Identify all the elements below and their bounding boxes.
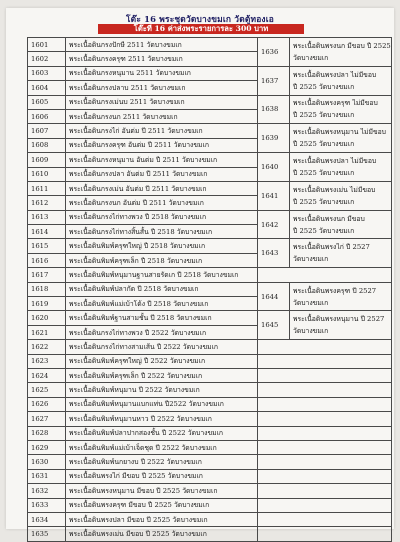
item-description: พระเนื้อดินกรงเม่นบ 2511 วัดบางขมเก [66,95,258,109]
item-description: พระเนื้อดินกรงนก 2511 วัดบางขมเก [66,109,258,123]
empty-cell [258,426,392,440]
item-number: 1616 [28,253,66,267]
right-item-description [290,311,392,340]
table-row [28,368,392,382]
table-row [28,210,392,224]
item-description: พระเนื้อดินพิมพ์หนุมาน ปี 2522 วัดบางขมเก [66,383,258,397]
right-item-description-line: ปี 2525 วัดบางขมเก [293,226,355,235]
table-row [28,484,392,498]
item-description: พระเนื้อดินพิมพ์หนุมานหาว ปี 2522 วัดบางขมเก [66,412,258,426]
right-item-description-line: วัดบางขมเก [293,255,329,264]
item-description: พระเนื้อดินกรงไก่ทางสามเส้น ปี 2522 วัดบางขมเก [66,340,258,354]
right-item-description-line: พระเนื้อดินพรงหนุมาน ปี 2527 [293,315,385,324]
item-number: 1632 [28,484,66,498]
right-item-description-line: ปี 2525 วัดบางขมเก [293,169,355,178]
item-description: พระเนื้อดินพิมพ์ครุฑเล็ก ปี 2518 วัดบางขมเก [66,253,258,267]
item-number: 1603 [28,66,66,80]
right-item-number: 1645 [258,311,290,340]
right-item-description [290,210,392,239]
item-description: พระเนื้อดินพิมพ์ครุฑเล็ก ปี 2522 วัดบางขมเก [66,368,258,382]
item-number: 1619 [28,297,66,311]
table-row [28,311,392,325]
item-description: พระเนื้อดินพิมพ์ปลากัด ปี 2518 วัดบางขมเก [66,282,258,296]
empty-cell [258,383,392,397]
item-description: พระเนื้อดินพิมพ์หนุมานฐานสายรัดเก ปี 2518 วัดบางขมเก [66,268,258,282]
item-number: 1620 [28,311,66,325]
item-description: พระเนื้อดินกรงไก่ทางพวง ปี 2518 วัดบางขมเก [66,210,258,224]
table-row [28,153,392,167]
item-number: 1612 [28,196,66,210]
item-number: 1623 [28,354,66,368]
item-number: 1602 [28,52,66,66]
item-description: พระเนื้อดินกรงปักษี 2511 วัดบางขมเก [66,38,258,52]
item-number: 1611 [28,181,66,195]
item-description: พระเนื้อดินพรงปลา มีขอบ ปี 2525 วัดบางขมเก [66,512,258,526]
right-item-description [290,66,392,95]
item-description: พระเนื้อดินกรงครุฑ อันต่ม ปี 2511 วัดบางขมเก [66,138,258,152]
empty-cell [258,412,392,426]
item-number: 1625 [28,383,66,397]
table-row [28,354,392,368]
table-row [28,239,392,253]
table-row [28,282,392,296]
item-description: พระเนื้อดินพิมพ์ครุฑใหญ่ ปี 2522 วัดบางขมเก [66,354,258,368]
item-number: 1601 [28,38,66,52]
item-description: พระเนื้อดินพิมพ์ปลาปากสองชั้น ปี 2522 วัดบางขมเก [66,426,258,440]
item-number: 1606 [28,109,66,123]
right-item-description-line: พระเนื้อดินพรงปลา ไม่มีขอบ [293,157,377,166]
table-row [28,181,392,195]
table-row [28,469,392,483]
item-number: 1624 [28,368,66,382]
item-number: 1621 [28,325,66,339]
right-item-number: 1638 [258,95,290,124]
right-item-description-line: พระเนื้อดินพรงครุฑ ปี 2527 [293,286,377,295]
table-row [28,498,392,512]
empty-cell [258,469,392,483]
empty-cell [258,397,392,411]
item-description: พระเนื้อดินกรงปลา อันต่ม ปี 2511 วัดบางขมเก [66,167,258,181]
empty-cell [258,368,392,382]
item-number: 1628 [28,426,66,440]
table-row [28,95,392,109]
item-description: พระเนื้อดินพรงไก่ มีขอบ ปี 2525 วัดบางขมเก [66,469,258,483]
item-number: 1630 [28,455,66,469]
document-page [6,8,394,538]
item-description: พระเนื้อดินพรงหนุมาน มีขอบ ปี 2525 วัดบางขมเก [66,484,258,498]
right-item-description [290,239,392,268]
table-row [28,455,392,469]
right-item-number: 1641 [258,181,290,210]
item-description: พระเนื้อดินพิมพ์นกยางบ ปี 2522 วัดบางขมเก [66,455,258,469]
right-item-number: 1640 [258,153,290,182]
item-description: พระเนื้อดินกรงนก อันต่ม ปี 2511 วัดบางขมเก [66,196,258,210]
item-number: 1614 [28,225,66,239]
right-item-description-line: วัดบางขมเก [293,327,329,336]
item-description: พระเนื้อดินพิมพ์หนุมานแบกแท่น ปี2522 วัดบางขมเก [66,397,258,411]
right-item-description-line: พระเนื้อดินพรงหนุมาน ไม่มีขอบ [293,128,386,137]
right-item-description [290,124,392,153]
table-row [28,340,392,354]
shipping-fee-banner: โต๊ะที่ 16 ค่าส่งพระรายการละ 300 บาท [98,24,304,34]
item-number: 1610 [28,167,66,181]
right-item-description-line: พระเนื้อดินพรงเม่น ไม่มีขอบ [293,185,376,194]
item-number: 1617 [28,268,66,282]
item-number: 1613 [28,210,66,224]
item-number: 1631 [28,469,66,483]
item-description: พระเนื้อดินพรงเม่น มีขอบ ปี 2525 วัดบางขมเก [66,527,258,541]
table-row [28,412,392,426]
item-number: 1609 [28,153,66,167]
empty-cell [258,455,392,469]
document-title: โต๊ะ 16 พระชุดวัดบางขมเก วัดตู้ทองเอ [125,14,275,24]
table-row [28,66,392,80]
item-description: พระเนื้อดินพิมพ์แม่เบ้าเจ็ดชุด ปี 2522 วัดบางขมเก [66,440,258,454]
item-description: พระเนื้อดินกรงหนุมาน 2511 วัดบางขมเก [66,66,258,80]
item-number: 1615 [28,239,66,253]
item-number: 1622 [28,340,66,354]
empty-cell [258,484,392,498]
right-item-description-line: ปี 2525 วัดบางขมเก [293,82,355,91]
item-number: 1633 [28,498,66,512]
item-number: 1626 [28,397,66,411]
item-number: 1618 [28,282,66,296]
table-row [28,512,392,526]
table-row [28,383,392,397]
table-row [28,38,392,52]
right-item-description-line: พระเนื้อดินพรงครุฑ ไม่มีขอบ [293,99,378,108]
right-item-number: 1643 [258,239,290,268]
right-item-description [290,95,392,124]
item-description: พระเนื้อดินกรงปลาบ 2511 วัดบางขมเก [66,81,258,95]
right-item-description [290,153,392,182]
right-item-description-line: พระเนื้อดินพรงนก มีขอบ ปี 2525 [293,41,391,50]
right-item-description-line: พระเนื้อดินพรงปลา ไม่มีขอบ [293,70,377,79]
item-number: 1605 [28,95,66,109]
empty-cell [258,498,392,512]
item-description: พระเนื้อดินกรงไก่ทางสิ้นสั้น ปี 2518 วัดบางขมเก [66,225,258,239]
right-item-number: 1637 [258,66,290,95]
item-number: 1627 [28,412,66,426]
item-number: 1634 [28,512,66,526]
item-number: 1607 [28,124,66,138]
right-item-number: 1644 [258,282,290,311]
right-item-number: 1636 [258,38,290,67]
right-item-description-line: พระเนื้อดินพรงไก่ ปี 2527 [293,243,370,252]
empty-cell [258,440,392,454]
item-description: พระเนื้อดินกรงไก่ทางพวง ปี 2522 วัดบางขมเก [66,325,258,339]
table-row [28,426,392,440]
empty-cell [258,527,392,541]
item-description: พระเนื้อดินพรงครุฑ มีขอบ ปี 2525 วัดบางขมเก [66,498,258,512]
item-description: พระเนื้อดินกรงครุฑ 2511 วัดบางขมเก [66,52,258,66]
empty-cell [258,512,392,526]
right-item-description [290,181,392,210]
item-description: พระเนื้อดินพิมพ์ฐานสามชั้น ปี 2518 วัดบางขมเก [66,311,258,325]
item-description: พระเนื้อดินกรงเม่น อันต่ม ปี 2511 วัดบางขมเก [66,181,258,195]
right-item-description-line: วัดบางขมเก [293,53,329,62]
right-item-description-line: ปี 2525 วัดบางขมเก [293,197,355,206]
empty-cell [258,268,392,282]
item-description: พระเนื้อดินกรงหนุมาน อันต่ม ปี 2511 วัดบางขมเก [66,153,258,167]
item-number: 1604 [28,81,66,95]
right-item-description-line: พระเนื้อดินพรงนก มีขอบ [293,214,365,223]
right-item-description-line: ปี 2525 วัดบางขมเก [293,111,355,120]
right-item-number: 1642 [258,210,290,239]
right-item-description [290,282,392,311]
item-number: 1635 [28,527,66,541]
right-item-description [290,38,392,67]
table-row [28,440,392,454]
item-description: พระเนื้อดินกรงไก่ อันต่ม ปี 2511 วัดบางขมเก [66,124,258,138]
right-item-number: 1639 [258,124,290,153]
table-row [28,268,392,282]
item-description: พระเนื้อดินพิมพ์ครุฑใหญ่ ปี 2518 วัดบางขมเก [66,239,258,253]
table-row [28,124,392,138]
empty-cell [258,354,392,368]
empty-cell [258,340,392,354]
amulet-list-table [27,37,392,542]
right-item-description-line: วัดบางขมเก [293,298,329,307]
item-description: พระเนื้อดินพิมพ์แม่เบ้าโด้ง ปี 2518 วัดบางขมเก [66,297,258,311]
item-number: 1608 [28,138,66,152]
right-item-description-line: ปี 2525 วัดบางขมเก [293,140,355,149]
table-row [28,527,392,541]
item-number: 1629 [28,440,66,454]
table-row [28,397,392,411]
